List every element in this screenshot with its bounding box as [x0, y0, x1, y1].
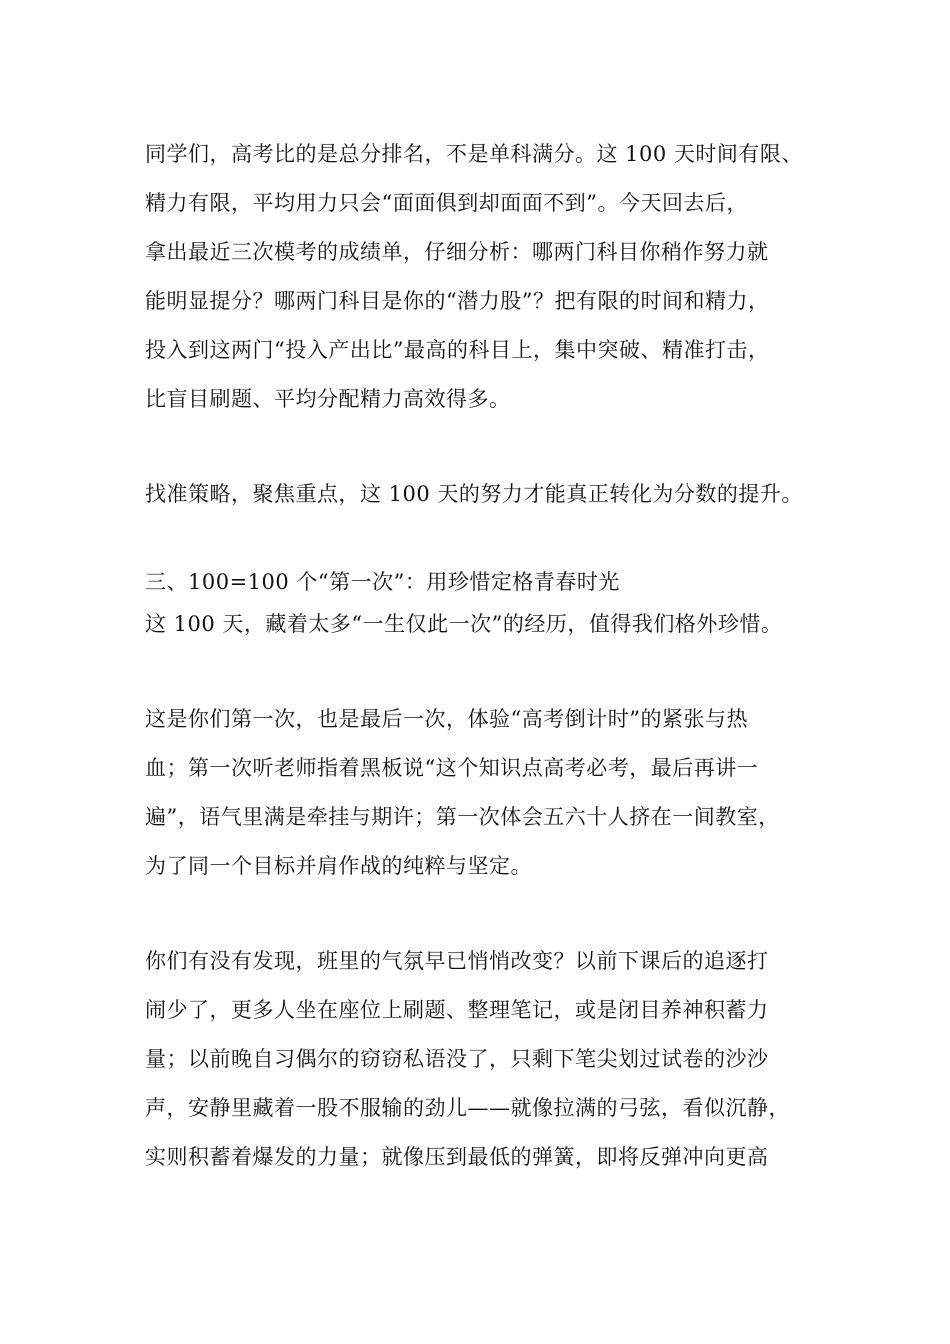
text-line: 找准策略，聚焦重点，这 100 天的努力才能真正转化为分数的提升。: [145, 482, 803, 506]
paragraph-4: [145, 695, 825, 891]
paragraph-1: [145, 130, 825, 424]
paragraph-2: [145, 470, 825, 519]
text-line: 声，安静里藏着一股不服输的劲儿——就像拉满的弓弦，看似沉静，: [145, 1096, 790, 1120]
paragraph-spacer: [145, 649, 825, 695]
text-line: 闹少了，更多人坐在座位上刷题、整理笔记，或是闭目养神积蓄力: [145, 998, 769, 1022]
text-line: 比盲目刷题、平均分配精力高效得多。: [145, 387, 511, 411]
text-line: 实则积蓄着爆发的力量；就像压到最低的弹簧，即将反弹冲向更高: [145, 1145, 769, 1169]
text-line: 精力有限，平均用力只会“面面俱到却面面不到”。今天回去后，: [145, 191, 748, 215]
text-line: 量；以前晚自习偶尔的窃窃私语没了，只剩下笔尖划过试卷的沙沙: [145, 1047, 769, 1071]
text-line: 这是你们第一次，也是最后一次，体验“高考倒计时”的紧张与热: [145, 707, 748, 731]
paragraph-spacer: [145, 519, 825, 565]
document-body: [145, 130, 825, 1182]
section-heading: 三、100=100 个“第一次”：用珍惜定格青春时光: [145, 570, 620, 594]
text-line: 拿出最近三次模考的成绩单，仔细分析：哪两门科目你稍作努力就: [145, 240, 769, 264]
paragraph-spacer: [145, 891, 825, 937]
section-3: [145, 565, 825, 649]
text-line: 这 100 天，藏着太多“一生仅此一次”的经历，值得我们格外珍惜。: [145, 612, 783, 636]
text-line: 遍”，语气里满是牵挂与期许；第一次体会五六十人挤在一间教室，: [145, 805, 780, 829]
paragraph-5: [145, 937, 825, 1182]
text-line: 血；第一次听老师指着黑板说“这个知识点高考必考，最后再讲一: [145, 756, 759, 780]
text-line: 能明显提分？哪两门科目是你的“潜力股”？把有限的时间和精力，: [145, 289, 770, 313]
text-line: 你们有没有发现，班里的气氛早已悄悄改变？以前下课后的追逐打: [145, 949, 769, 973]
text-line: 为了同一个目标并肩作战的纯粹与坚定。: [145, 854, 532, 878]
text-line: 同学们，高考比的是总分排名，不是单科满分。这 100 天时间有限、: [145, 142, 803, 166]
paragraph-spacer: [145, 424, 825, 470]
text-line: 投入到这两门“投入产出比”最高的科目上，集中突破、精准打击，: [145, 338, 770, 362]
